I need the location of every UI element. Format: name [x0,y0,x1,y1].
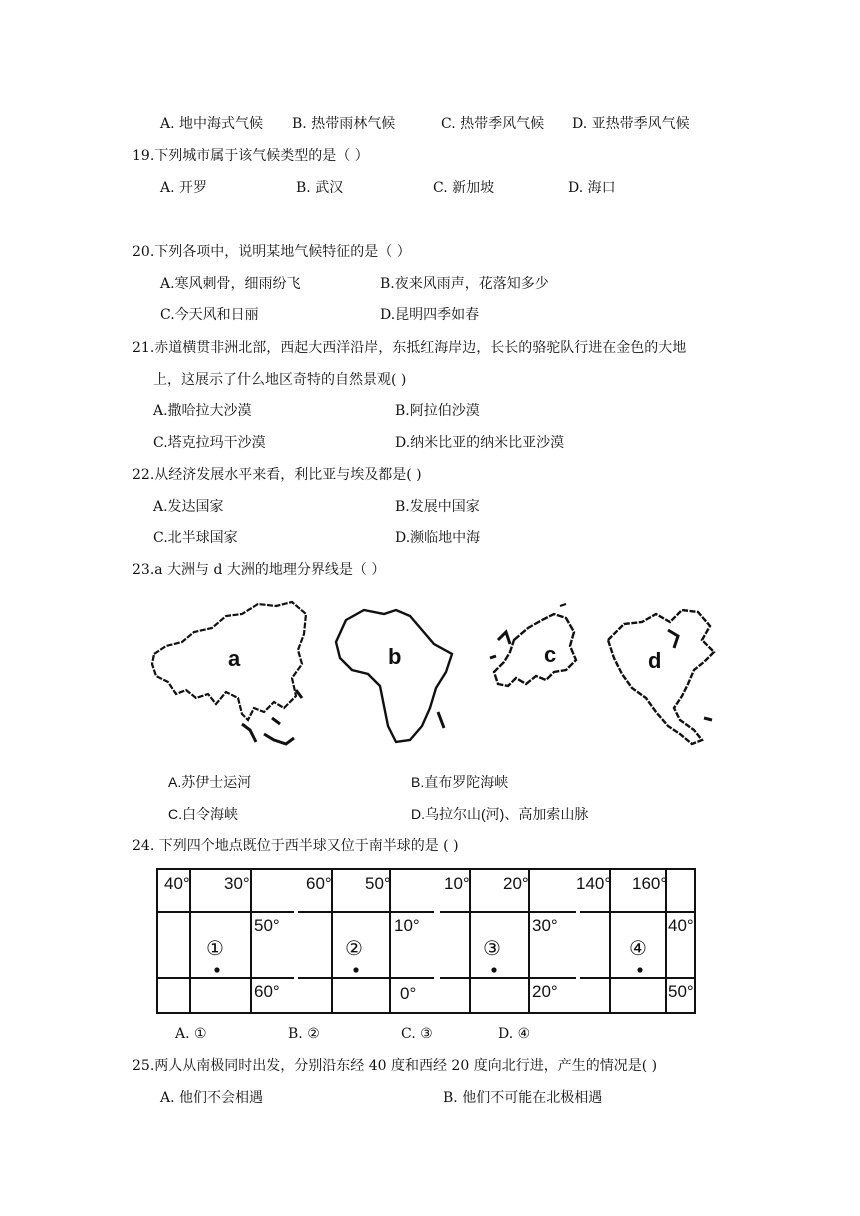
panel4-top-left-label: 140° [576,874,612,893]
panel4-right-upper-label: 40° [668,916,694,935]
panel3-right-upper-label: 30° [532,916,558,935]
continent-map-a [146,594,316,754]
panel3-top-right-label: 20° [503,874,529,893]
latlong-grid-figure [156,868,696,1014]
q18-option-a: A. 地中海式气候 [160,116,264,132]
q20-stem: 20.下列各项中，说明某地气候特征的是（ ） [132,244,411,260]
q22-option-d: D.濒临地中海 [395,530,481,546]
continent-map-c [486,600,596,710]
q23-option-b: B.直布罗陀海峡 [411,774,509,790]
q19-stem: 19.下列城市属于该气候类型的是（ ） [132,148,369,164]
panel4-marker: ④ [629,938,647,960]
panel2-top-right-label: 50° [365,874,391,893]
q24-option-b: B. ② [288,1026,320,1042]
panel2-top-left-label: 60° [306,874,332,893]
q22-stem: 22.从经济发展水平来看，利比亚与埃及都是( ) [132,467,422,483]
panel1-top-left-label: 40° [164,874,190,893]
q25-stem: 25.两人从南极同时出发，分别沿东经 40 度和西经 20 度向北行进，产生的情况是( ) [132,1058,658,1074]
panel1-marker: ① [206,938,224,960]
q24-option-c: C. ③ [401,1026,433,1042]
q25-option-b: B. 他们不可能在北极相遇 [443,1090,603,1106]
q18-option-b: B. 热带雨林气候 [292,116,396,132]
q22-option-a: A.发达国家 [153,499,224,515]
panel3-top-left-label: 10° [444,874,470,893]
q21-option-c: C.塔克拉玛干沙漠 [153,435,266,451]
map-label-b: b [388,644,402,669]
panel2-marker: ② [345,938,363,960]
q23-option-a: A.苏伊士运河 [168,774,252,790]
map-label-d: d [648,648,662,673]
q24-stem: 24. 下列四个地点既位于西半球又位于南半球的是 ( ) [132,838,459,854]
q22-option-c: C.北半球国家 [153,530,238,546]
q23-stem: 23.a 大洲与 d 大洲的地理分界线是（ ） [132,562,386,578]
q21-stem-line1: 21.赤道横贯非洲北部，西起大西洋沿岸，东抵红海岸边，长长的骆驼队行进在金色的大地 [132,340,687,356]
q18-option-d: D. 亚热带季风气候 [572,116,690,132]
q19-option-d: D. 海口 [568,180,616,196]
panel2-right-upper-label: 10° [394,916,420,935]
panel4-top-right-label: 160° [632,874,668,893]
panel2-right-lower-label: 0° [400,984,417,1003]
q20-option-c: C.今天风和日丽 [160,307,259,323]
q22-option-b: B.发展中国家 [395,499,480,515]
q21-option-a: A.撒哈拉大沙漠 [153,403,252,419]
q21-option-d: D.纳米比亚的纳米比亚沙漠 [395,435,565,451]
q23-option-c: C.白令海峡 [168,806,238,822]
panel1-right-upper-label: 50° [254,916,280,935]
panel4-right-lower-label: 50° [668,982,694,1001]
panel1-right-lower-label: 60° [254,982,280,1001]
continent-map-d [598,600,728,750]
q20-option-a: A.寒风刺骨，细雨纷飞 [160,276,301,292]
q19-option-a: A. 开罗 [160,180,208,196]
panel3-right-lower-label: 20° [532,982,558,1001]
q24-option-d: D. ④ [498,1026,531,1042]
panel1-top-right-label: 30° [224,874,250,893]
q23-option-d: D.乌拉尔山(河)、高加索山脉 [411,806,589,822]
continent-map-b [330,600,460,760]
q20-option-b: B.夜来风雨声，花落知多少 [380,276,549,292]
q20-option-d: D.昆明四季如春 [380,307,480,323]
q21-stem-line2: 上，这展示了什么地区奇特的自然景观( ) [153,372,407,388]
panel3-marker: ③ [483,938,501,960]
q24-option-a: A. ① [175,1026,207,1042]
map-label-c: c [544,642,557,667]
map-label-a: a [228,646,241,671]
q25-option-a: A. 他们不会相遇 [160,1090,264,1106]
q19-option-c: C. 新加坡 [433,180,495,196]
q18-option-c: C. 热带季风气候 [441,116,545,132]
q19-option-b: B. 武汉 [296,180,344,196]
q21-option-b: B.阿拉伯沙漠 [395,403,480,419]
